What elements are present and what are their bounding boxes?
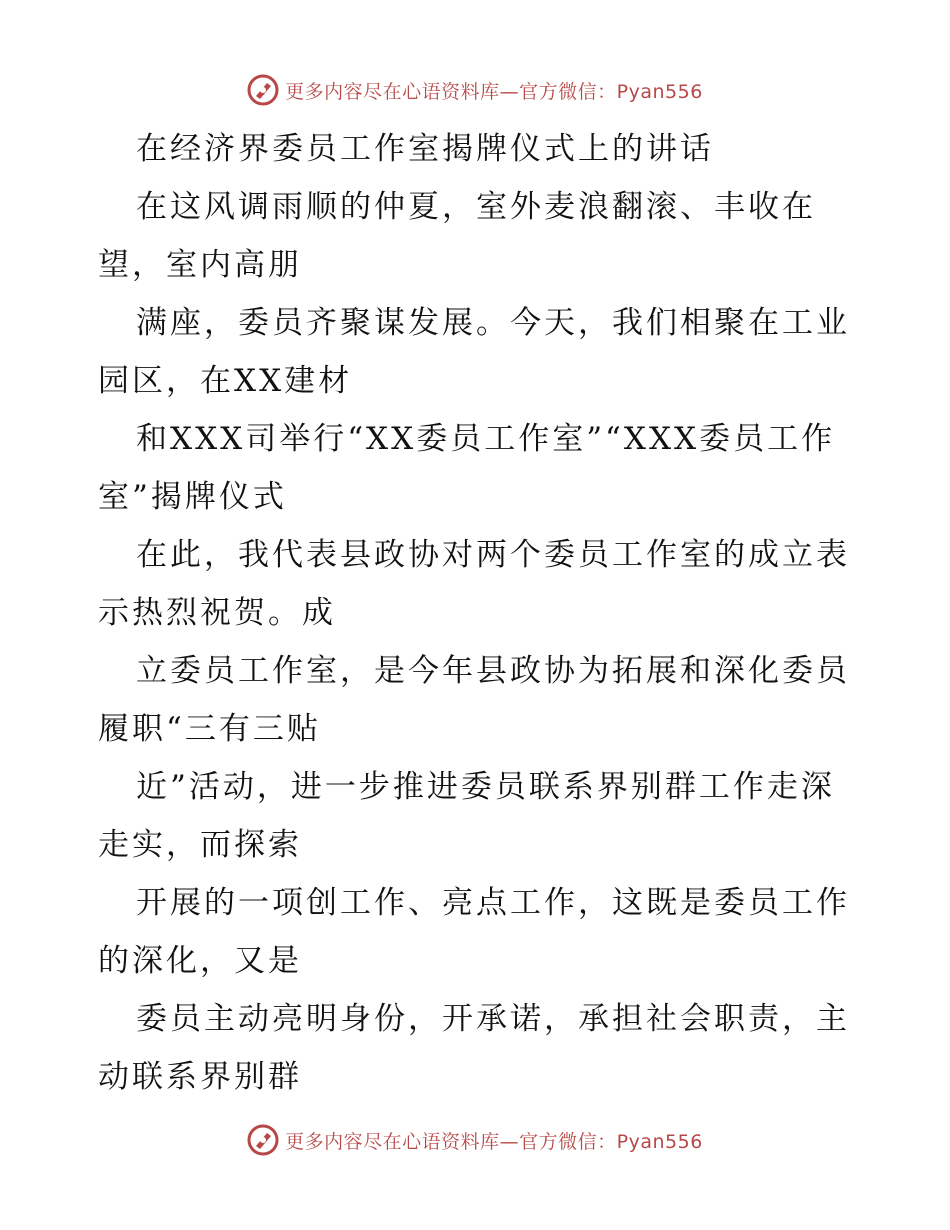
paragraph: 在这风调雨顺的仲夏，室外麦浪翻滚、丰收在望，室内高朋 <box>98 189 816 283</box>
paragraph: 和XXX司举行“XX委员工作室”“XXX委员工作室”揭牌仪式 <box>98 421 836 515</box>
paragraph: 满座，委员齐聚谋发展。今天，我们相聚在工业园区，在XX建材 <box>98 305 850 399</box>
paragraph: 开展的一项创工作、亮点工作，这既是委员工作的深化，又是 <box>98 885 850 979</box>
footer-banner <box>0 1120 950 1160</box>
paragraph: 委员主动亮明身份，开承诺，承担社会职责，主动联系界别群 <box>98 1001 850 1095</box>
document-title: 在经济界委员工作室揭牌仪式上的讲话 <box>136 131 714 167</box>
banner-text: 更多内容尽在心语资料库—官方微信：Pyan556 <box>285 80 703 103</box>
pen-circle-logo-icon <box>247 1124 279 1156</box>
banner-text: 更多内容尽在心语资料库—官方微信：Pyan556 <box>285 1130 703 1153</box>
paragraph: 近”活动，进一步推进委员联系界别群工作走深走实，而探索 <box>98 769 835 863</box>
document-body <box>98 120 858 1106</box>
paragraph: 立委员工作室，是今年县政协为拓展和深化委员履职“三有三贴 <box>98 653 850 747</box>
paragraph: 在此，我代表县政协对两个委员工作室的成立表示热烈祝贺。成 <box>98 537 850 631</box>
header-banner <box>0 70 950 110</box>
pen-circle-logo-icon <box>247 74 279 106</box>
